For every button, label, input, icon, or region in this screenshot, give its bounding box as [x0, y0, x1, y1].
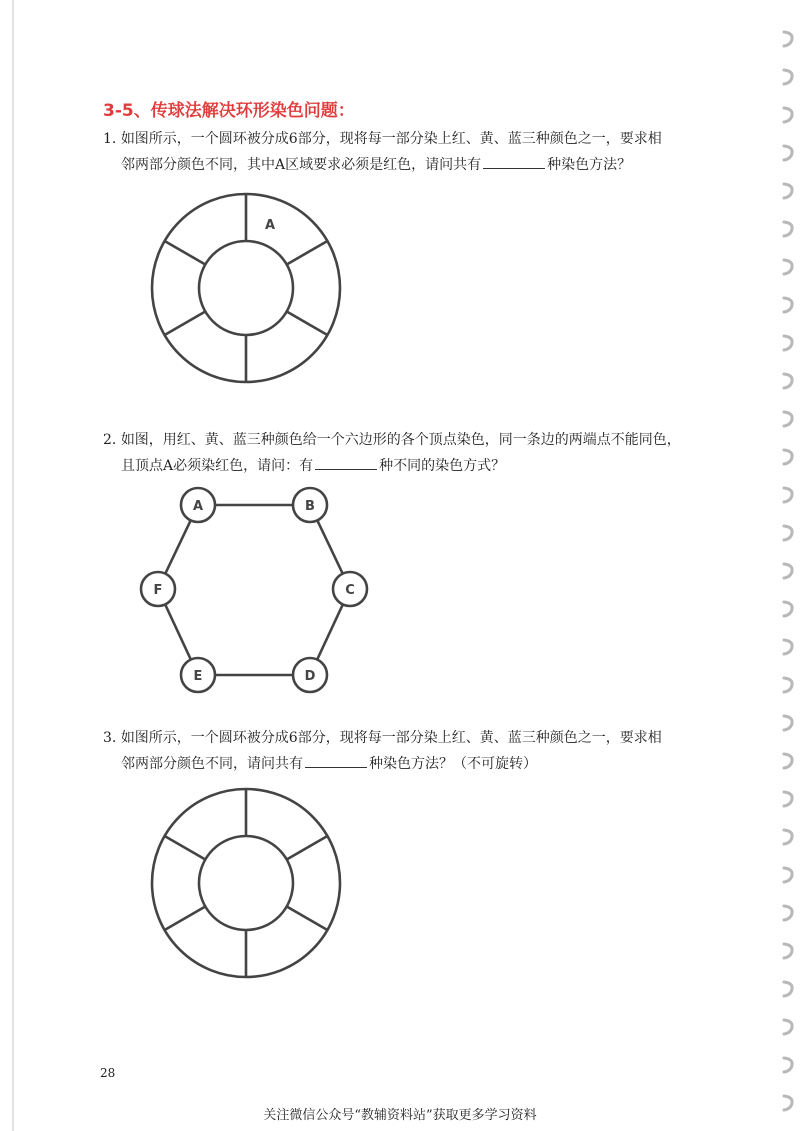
- problem-number: 3.: [103, 730, 117, 746]
- answer-blank[interactable]: [483, 154, 545, 169]
- vertex-label: D: [304, 669, 316, 684]
- problem-text: 如图所示，一个圆环被分成6部分，现将每一部分染上红、黄、蓝三种颜色之一，要求相: [120, 131, 662, 147]
- ring-divider: [165, 312, 206, 336]
- binding-ring: [784, 868, 792, 882]
- vertex-d: [293, 658, 327, 692]
- problem-text: 种不同的染色方式？: [379, 458, 506, 474]
- binding-ring: [784, 754, 792, 768]
- footer-note: 关注微信公众号“教辅资料站”获取更多学习资料: [263, 1108, 537, 1123]
- ring-divider: [165, 907, 206, 931]
- spiral-binding: [760, 0, 800, 1131]
- binding-ring: [784, 222, 792, 236]
- vertex-f: [141, 572, 175, 606]
- binding-ring: [784, 830, 792, 844]
- binding-ring: [784, 564, 792, 578]
- problem-text: 邻两部分颜色不同，其中A区域要求必须是红色，请问共有: [121, 157, 482, 173]
- binding-ring: [784, 298, 792, 312]
- ring-divider: [287, 312, 328, 336]
- problem-text: 邻两部分颜色不同，请问共有: [121, 756, 303, 772]
- binding-ring: [784, 1020, 792, 1034]
- vertex-label: F: [153, 583, 163, 598]
- binding-ring: [784, 412, 792, 426]
- binding-ring: [784, 260, 792, 274]
- vertex-a: [181, 488, 215, 522]
- vertex-label: C: [345, 583, 355, 598]
- hexagon-figure: [130, 478, 370, 708]
- binding-ring: [784, 184, 792, 198]
- vertex-label: A: [192, 499, 204, 514]
- problem-1: [103, 126, 743, 178]
- vertex-b: [293, 488, 327, 522]
- binding-ring: [784, 70, 792, 84]
- vertex-e: [181, 658, 215, 692]
- answer-blank[interactable]: [305, 753, 367, 768]
- binding-ring: [784, 640, 792, 654]
- problem-2: [103, 427, 743, 479]
- binding-ring: [784, 374, 792, 388]
- problem-text: 如图，用红、黄、蓝三种颜色给一个六边形的各个顶点染色，同一条边的两端点不能同色，: [120, 432, 681, 448]
- binding-ring: [784, 678, 792, 692]
- problem-3: [103, 725, 743, 777]
- binding-ring: [784, 108, 792, 122]
- ring-divider: [287, 241, 328, 265]
- ring-divider: [287, 907, 328, 931]
- problem-text: 种染色方法？（不可旋转）: [369, 756, 537, 772]
- ring-divider: [165, 241, 206, 265]
- binding-ring: [784, 906, 792, 920]
- ring-divider: [287, 836, 328, 860]
- page-left-border: [12, 0, 14, 1131]
- problem-number: 1.: [103, 131, 117, 147]
- problem-text: 如图所示，一个圆环被分成6部分，现将每一部分染上红、黄、蓝三种颜色之一，要求相: [120, 730, 662, 746]
- binding-ring: [784, 1058, 792, 1072]
- binding-ring: [784, 450, 792, 464]
- region-label-a: A: [264, 218, 276, 233]
- section-heading: 3-5、传球法解决环形染色问题：: [103, 101, 355, 121]
- answer-blank[interactable]: [315, 455, 377, 470]
- vertex-label: E: [193, 669, 203, 684]
- ring-figure-a: [148, 190, 344, 386]
- binding-ring: [784, 32, 792, 46]
- vertex-label: B: [305, 499, 315, 514]
- binding-ring: [784, 982, 792, 996]
- ring-divider: [165, 836, 206, 860]
- problem-text: 且顶点A必须染红色，请问：有: [121, 458, 314, 474]
- problem-text: 种染色方法？: [547, 157, 632, 173]
- binding-ring: [784, 716, 792, 730]
- ring-figure-b: [148, 785, 344, 981]
- binding-ring: [784, 526, 792, 540]
- binding-ring: [784, 336, 792, 350]
- binding-ring: [784, 488, 792, 502]
- binding-ring: [784, 792, 792, 806]
- binding-ring: [784, 146, 792, 160]
- binding-ring: [784, 602, 792, 616]
- problem-number: 2.: [103, 432, 117, 448]
- binding-ring: [784, 944, 792, 958]
- page-number: 28: [100, 1066, 116, 1080]
- vertex-c: [333, 572, 367, 606]
